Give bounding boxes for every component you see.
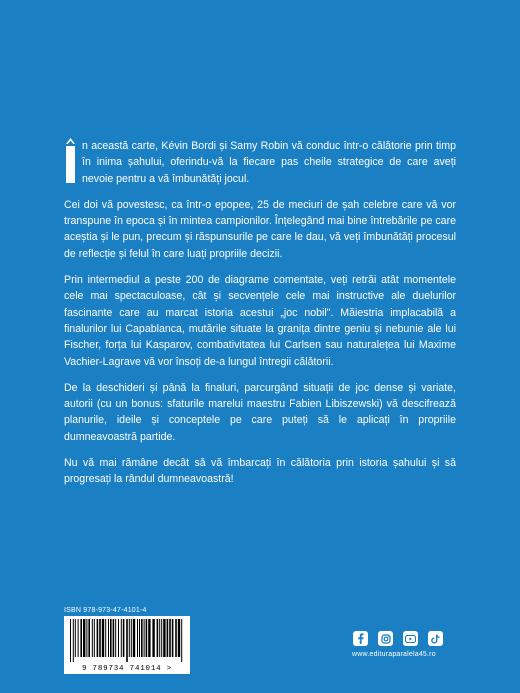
barcode-block xyxy=(64,607,188,674)
barcode xyxy=(64,616,190,674)
isbn-label: ISBN 978-973-47-4101-4 xyxy=(64,607,147,614)
youtube-icon[interactable] xyxy=(403,631,418,646)
paragraph-4: De la deschideri și până la finaluri, parcurgând situații de joc dense și variate, autorii (cu un bonus: sfaturile marelui maestru Fabien Libiszewski) vă descifrează planurile, ideile și conceptele pe care puteți să le aplicați în propriile dumneavoastră partide. xyxy=(64,381,456,443)
paragraph-3: Prin intermediul a peste 200 de diagrame comentate, veți retrăi atât momentele cele mai spectaculoase, cât și secvențele cele mai instructive ale duelurilor fascinante care au marcat istoria acestui „joc nobil". Măiestria implacabilă a finalurilor lui Capablanca, mutările situate la granița dintre geniu și nebunie ale lui Fischer, forța lui Kasparov, combativitatea lui Carlsen sau naturalețea lui Maxime Vachier-Lagrave vă vor însoți de-a lungul întregii călătorii. xyxy=(64,274,456,368)
paragraph-1: n această carte, Kévin Bordi și Samy Robin vă conduc într-o călătorie prin timp în inima șahului, oferindu-vă la fiecare pas cheile strategice de care aveți nevoie pentru a vă îmbunătăți jocul. xyxy=(64,138,456,187)
paragraph-2: Cei doi vă povestesc, ca într-o epopee, 25 de meciuri de șah celebre care vă vor transpune în epoca și în mintea campionilor. Înțelegând mai bine întrebările pe care aceștia și le pun, precum și răspunsurile pe care le dau, vă veți îmbunătăți procesul de reflecție și felul în care luați propriile decizii. xyxy=(64,198,456,260)
barcode-bars xyxy=(68,619,186,662)
tiktok-icon[interactable] xyxy=(428,631,443,646)
instagram-icon[interactable] xyxy=(378,631,393,646)
publisher-website[interactable]: www.edituraparalela45.ro xyxy=(352,651,436,658)
back-cover-text xyxy=(64,138,456,498)
paragraph-5: Nu vă mai rămâne decât să vă îmbarcați în călătoria prin istoria șahului și să progresați la rândul dumneavoastră! xyxy=(64,457,456,486)
facebook-icon[interactable] xyxy=(353,631,368,646)
barcode-digits: 9 789734 741014 > xyxy=(81,665,173,673)
dropcap-i-circumflex xyxy=(64,137,77,183)
social-icons xyxy=(353,631,443,646)
